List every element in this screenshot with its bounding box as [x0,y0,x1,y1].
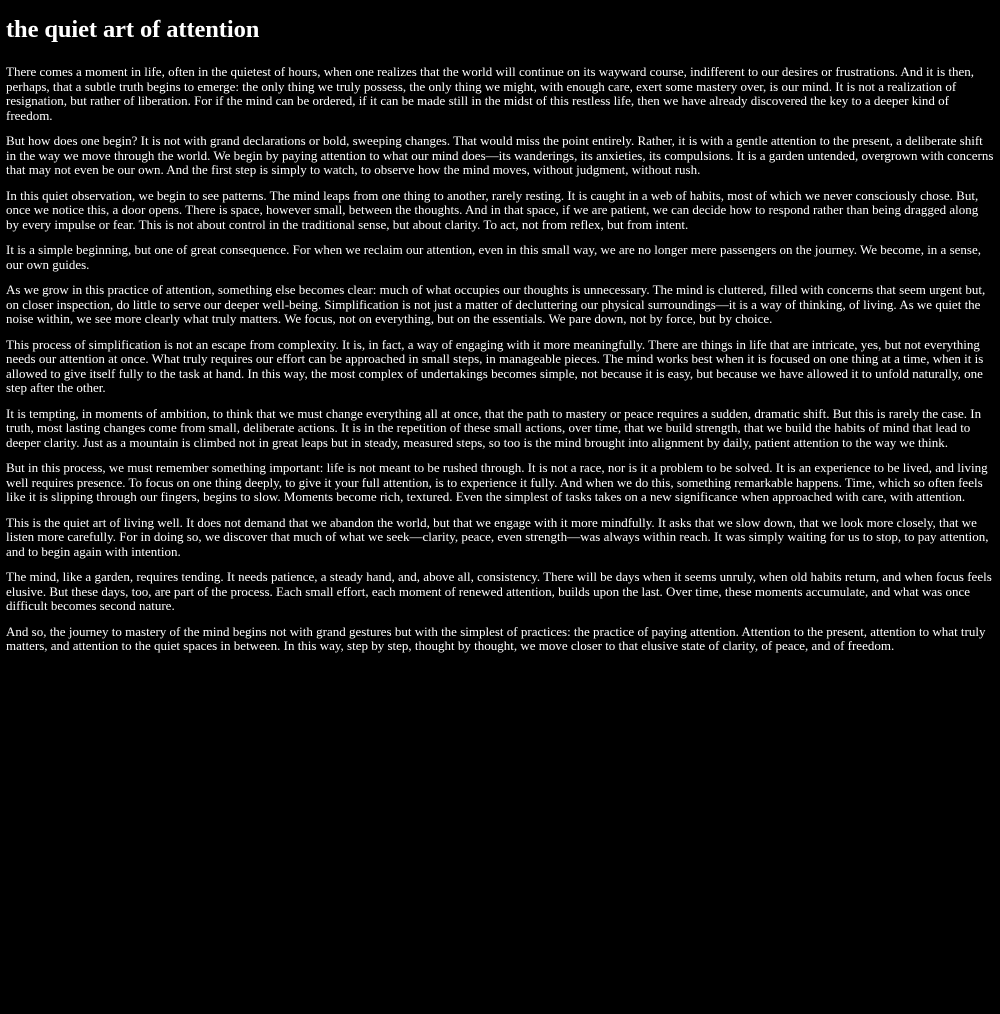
paragraph-10: The mind, like a garden, requires tending. It needs patience, a steady hand, and, above all, consistency. There will be days when it seems unruly, when old habits return, and when focus feels elusive. But these days, too, are part of the process. Each small effort, each moment of renewed attention, builds upon the last. Over time, these moments accumulate, and what was once difficult becomes second nature. [6,569,992,613]
paragraph-1: There comes a moment in life, often in the quietest of hours, when one realizes that the world will continue on its wayward course, indifferent to our desires or frustrations. And it is then, perhaps, that a subtle truth begins to emerge: the only thing we truly possess, the only thing we might, with enough care, exert some mastery over, is our mind. It is not a realization of resignation, but rather of liberation. For if the mind can be ordered, if it can be made still in the midst of this restless life, then we have already discovered the key to a deeper kind of freedom. [6,64,975,123]
document-page [0,14,1000,654]
paragraph-2: But how does one begin? It is not with grand declarations or bold, sweeping changes. That would miss the point entirely. Rather, it is with a gentle attention to the present, a deliberate shift in the way we move through the world. We begin by paying attention to what our mind does—its wanderings, its anxieties, its compulsions. It is a garden untended, overgrown with concerns that may not even be our own. And the first step is simply to watch, to observe how the mind moves, without judgment, without rush. [6,133,994,177]
page-title: the quiet art of attention [6,16,260,43]
paragraph-8: But in this process, we must remember something important: life is not meant to be rushed through. It is not a race, nor is it a problem to be solved. It is an experience to be lived, and living well requires presence. To focus on one thing deeply, to give it your full attention, is to experience it fully. And when we do this, something remarkable happens. Time, which so often feels like it is slipping through our fingers, begins to slow. Moments become rich, textured. Even the simplest of tasks takes on a new significance when approached with care, with attention. [6,460,988,504]
paragraph-4: It is a simple beginning, but one of great consequence. For when we reclaim our attention, even in this small way, we are no longer mere passengers on the journey. We become, in a sense, our own guides. [6,242,981,272]
paragraph-3: In this quiet observation, we begin to see patterns. The mind leaps from one thing to another, rarely resting. It is caught in a web of habits, most of which we never consciously chose. But, once we notice this, a door opens. There is space, however small, between the thoughts. And in that space, if we are patient, we can decide how to respond rather than being dragged along by every impulse or fear. This is not about control in the traditional sense, but about clarity. To act, not from reflex, but from intent. [6,187,979,232]
paragraph-11: And so, the journey to mastery of the mind begins not with grand gestures but with the simplest of practices: the practice of paying attention. Attention to the present, attention to what truly matters, and attention to the quiet spaces in between. In this way, step by step, thought by thought, we move closer to that elusive state of clarity, of peace, and of freedom. [6,623,986,653]
paragraph-9: This is the quiet art of living well. It does not demand that we abandon the world, but that we engage with it more mindfully. It asks that we slow down, that we look more closely, that we listen more carefully. For in doing so, we discover that much of what we seek—clarity, peace, even strength—was always within reach. It was simply waiting for us to stop, to pay attention, and to begin again with intention. [6,514,989,559]
paragraph-5: As we grow in this practice of attention, something else becomes clear: much of what occupies our thoughts is unnecessary. The mind is cluttered, filled with concerns that seem urgent but, on closer inspection, do little to serve our deeper well-being. Simplification is not just a matter of decluttering our physical surroundings—it is a way of thinking, of living. As we quiet the noise within, we see more clearly what truly matters. We focus, not on everything, but on the essentials. We pare down, not by force, but by choice. [6,282,986,326]
paragraph-7: It is tempting, in moments of ambition, to think that we must change everything all at once, that the path to mastery or peace requires a sudden, dramatic shift. But this is rarely the case. In truth, most lasting changes come from small, deliberate actions. It is in the repetition of these small actions, over time, that we build strength, that we build the habits of mind that lead to deeper clarity. Just as a mountain is climbed not in great leaps but in steady, measured steps, so too is the mind brought into alignment by daily, patient attention to the way we think. [6,405,982,450]
paragraph-6: This process of simplification is not an escape from complexity. It is, in fact, a way of engaging with it more meaningfully. There are things in life that are intricate, yes, but not everything needs our attention at once. What truly requires our effort can be approached in small steps, in manageable pieces. The mind works best when it is focused on one thing at a time, when it is allowed to give itself fully to the task at hand. In this way, the most complex of undertakings becomes simple, not because it is easy, but because we have allowed it to unfold naturally, one step after the other. [6,336,984,395]
